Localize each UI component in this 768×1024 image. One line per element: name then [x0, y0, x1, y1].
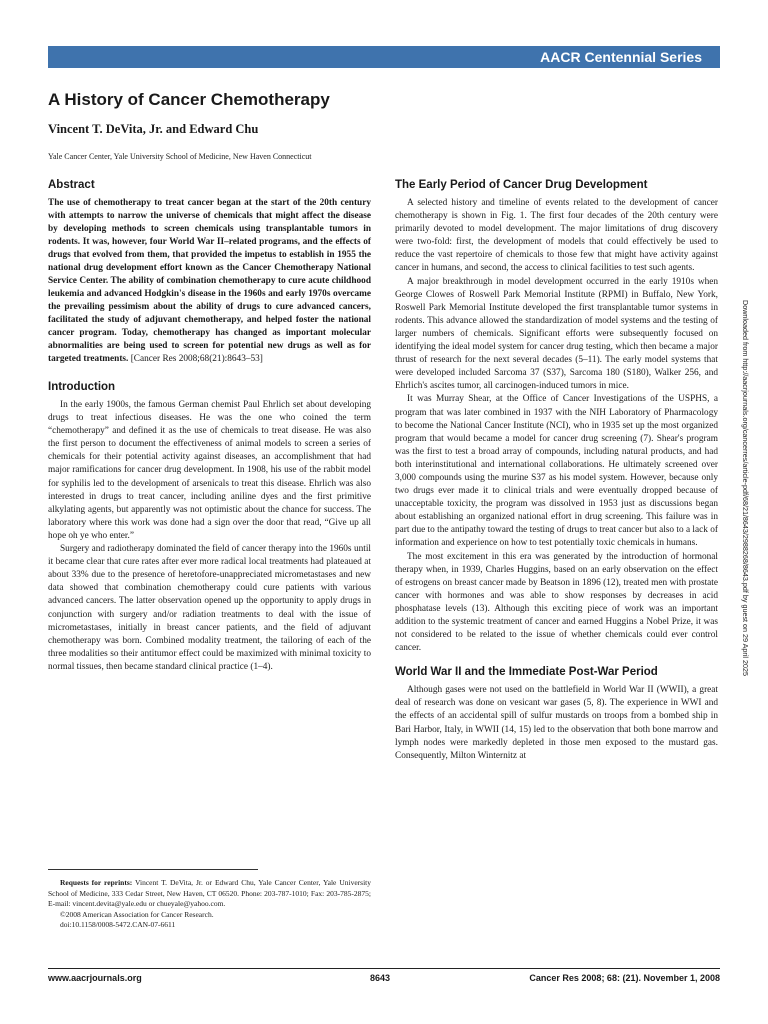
download-note: Downloaded from http://aacrjournals.org/cancerres/article-pdf/68/21/8643/2988268/8643.pdf by guest on 29 April 2025 [741, 300, 750, 676]
wwii-heading: World War II and the Immediate Post-War Period [395, 666, 658, 679]
article-title: A History of Cancer Chemotherapy [48, 90, 330, 109]
doi: doi:10.1158/0008-5472.CAN-07-6611 [60, 920, 176, 929]
introduction-paragraph: Surgery and radiotherapy dominated the field of cancer therapy into the 1960s until it became clear that cure rates after ever more radical local treatments had plateaued at about 33% due to the presence of heretofore-unappreciated micrometastases and new data showed that combination chemotherapy could cure patients with various advanced cancers. The latter observation opened up the opportunity to apply drugs in conjunction with surgery and/or radiation treatments to deal with the issue of micrometastases, initially in breast cancer patients, and the field of adjuvant chemotherapy was born. Combined modality treatment, the tailoring of each of the three modalities so their antitumor effect could be maximized with minimal toxicity to normal tissues, then became standard clinical practice (1–4). [48, 544, 371, 672]
affiliation: Yale Cancer Center, Yale University School of Medicine, New Haven Connecticut [48, 152, 312, 161]
abstract-citation: [Cancer Res 2008;68(21):8643–53] [130, 354, 263, 364]
abstract-text: The use of chemotherapy to treat cancer began at the start of the 20th century with attempts to narrow the universe of chemicals that might affect the disease by developing methods to screen chemicals using transplantable tumors in rodents. It was, however, four World War II–related programs, and the effects of drugs that evolved from them, that provided the impetus to establish in 1955 the national drug development effort known as the Cancer Chemotherapy National Service Center. The ability of combination chemotherapy to cure acute childhood leukemia and advanced Hodgkin's disease in the 1960s and early 1970s overcame the prevailing pessimism about the ability of drugs to cure advanced cancers, facilitated the study of adjuvant chemotherapy, and helped foster the national cancer program. Today, chemotherapy has changed as important molecular abnormalities are being used to screen for potential new drugs as well as for targeted treatments. [48, 198, 371, 364]
series-banner: AACR Centennial Series [48, 46, 720, 68]
early-period-paragraph: A major breakthrough in model development occurred in the early 1910s when George Clowes of Roswell Park Memorial Institute (RPMI) in Buffalo, New York, Roswell Park Memorial Institute developed the first transplantable tumor systems in rodents. This advance allowed the standardization of model systems and the testing of larger numbers of chemicals. Significant efforts were subsequently focused on identifying the ideal model system for cancer drug testing, which then became a major thrust of research for the next several decades (5–11). The early model systems that were developed included Sarcoma 37 (S37), Sarcoma 180 (S180), Walker 256, and Ehrlich's ascites tumor, all carcinogen-induced tumors in mice. [395, 276, 718, 392]
footnote-divider [48, 869, 258, 870]
footnote [48, 878, 371, 931]
left-column [48, 178, 371, 674]
abstract-heading: Abstract [48, 179, 95, 191]
introduction-heading: Introduction [48, 381, 116, 393]
early-period-paragraph: It was Murray Shear, at the Office of Cancer Investigations of the USPHS, a program that was later combined in 1937 with the NIH Laboratory of Pharmacology to become the National Cancer Institute (NCI), who in 1935 set up the most organized program that would became a model for cancer drug screening (7). Shear's program was the first to test a broad array of compounds, including natural products, and had both interinstitutional and international collaborations. He ultimately screened over 3,000 compounds using the murine S37 as his model system. However, because only two drugs ever made it to clinical trials and were eventually dropped because of unacceptable toxicity, the program was dissolved in 1953 just as discussions began about establishing an organized national effort in drug screening. This failure was in part due to the antipathy toward the testing of drugs to treat cancer but also to a lack of information and experience on how to test potentially toxic chemicals in humans. [395, 394, 718, 549]
right-column [395, 178, 718, 763]
requests-text: Vincent T. DeVita, Jr. or Edward Chu, Yale Cancer Center, Yale University School of Medicine, 333 Cedar Street, New Haven, CT 06520. Phone: 203-787-1010; Fax: 203-785-2875; E-mail: vincent.devita@yale.edu or chueyale@yahoo.com. [48, 878, 371, 908]
page-number: 8643 [370, 973, 391, 983]
footer-divider [48, 968, 720, 969]
requests-label: Requests for reprints: [60, 878, 133, 887]
early-period-paragraph: The most excitement in this era was generated by the introduction of hormonal therapy when, in 1939, Charles Huggins, based on an early observation on the effect of estrogens on breast cancer made by Beatson in 1896 (12), treated men with prostate cancer with hormones and was able to show responses by decreases in acid phosphatase levels (13). Although this exciting piece of work was an important addition to the systemic treatment of cancer and earned Huggins a Nobel Prize, it was not considered to be related to the issue of whether chemicals could ever control cancer. [395, 551, 718, 654]
copyright: ©2008 American Association for Cancer Research. [60, 909, 214, 919]
journal-citation: Cancer Res 2008; 68: (21). November 1, 2008 [529, 973, 720, 983]
abstract-body [48, 197, 371, 366]
introduction-paragraph: In the early 1900s, the famous German chemist Paul Ehrlich set about developing drugs to treat infectious diseases. He was the one who coined the term “chemotherapy” and defined it as the use of chemicals to treat disease. He was also the first person to document the effectiveness of animal models to screen a series of chemicals for their potential activity against diseases, an accomplishment that had major ramifications for cancer drug development. In 1908, his use of the rabbit model for syphilis led to the development of arsenicals to treat this disease. Ehrlich was also interested in drugs to treat cancer, including aniline dyes and the first primitive alkylating agents, but apparently was not optimistic about the chance for success. The laboratory where this work was done had a sign over the door that read, “Give up all hope oh ye who enter.” [48, 400, 371, 541]
early-period-heading: The Early Period of Cancer Drug Development [395, 179, 648, 191]
wwii-paragraph: Although gases were not used on the battlefield in World War II (WWII), a great deal of research was done on vesicant war gases (5, 8). The experience in WWI and the effects of an accidental spill of sulfur mustards on troops from a bombed ship in Bari Harbor, Italy, in WWII (14, 15) led to the observation that both bone marrow and lymph nodes were markedly depleted in those men exposed to the mustard gas. Consequently, Milton Winternitz at [395, 685, 718, 761]
early-period-paragraph: A selected history and timeline of events related to the development of cancer chemotherapy is shown in Fig. 1. The first four decades of the 20th century were primarily devoted to model development. The major limitations of drug discovery were two-fold: first, the development of models that could effectively be used to reduce the vast repertoire of chemicals to those few that might have activity against cancer in humans, and second, the access to clinical facilities to test such agents. [395, 198, 718, 274]
journal-website[interactable]: www.aacrjournals.org [48, 973, 142, 983]
authors: Vincent T. DeVita, Jr. and Edward Chu [48, 122, 259, 136]
